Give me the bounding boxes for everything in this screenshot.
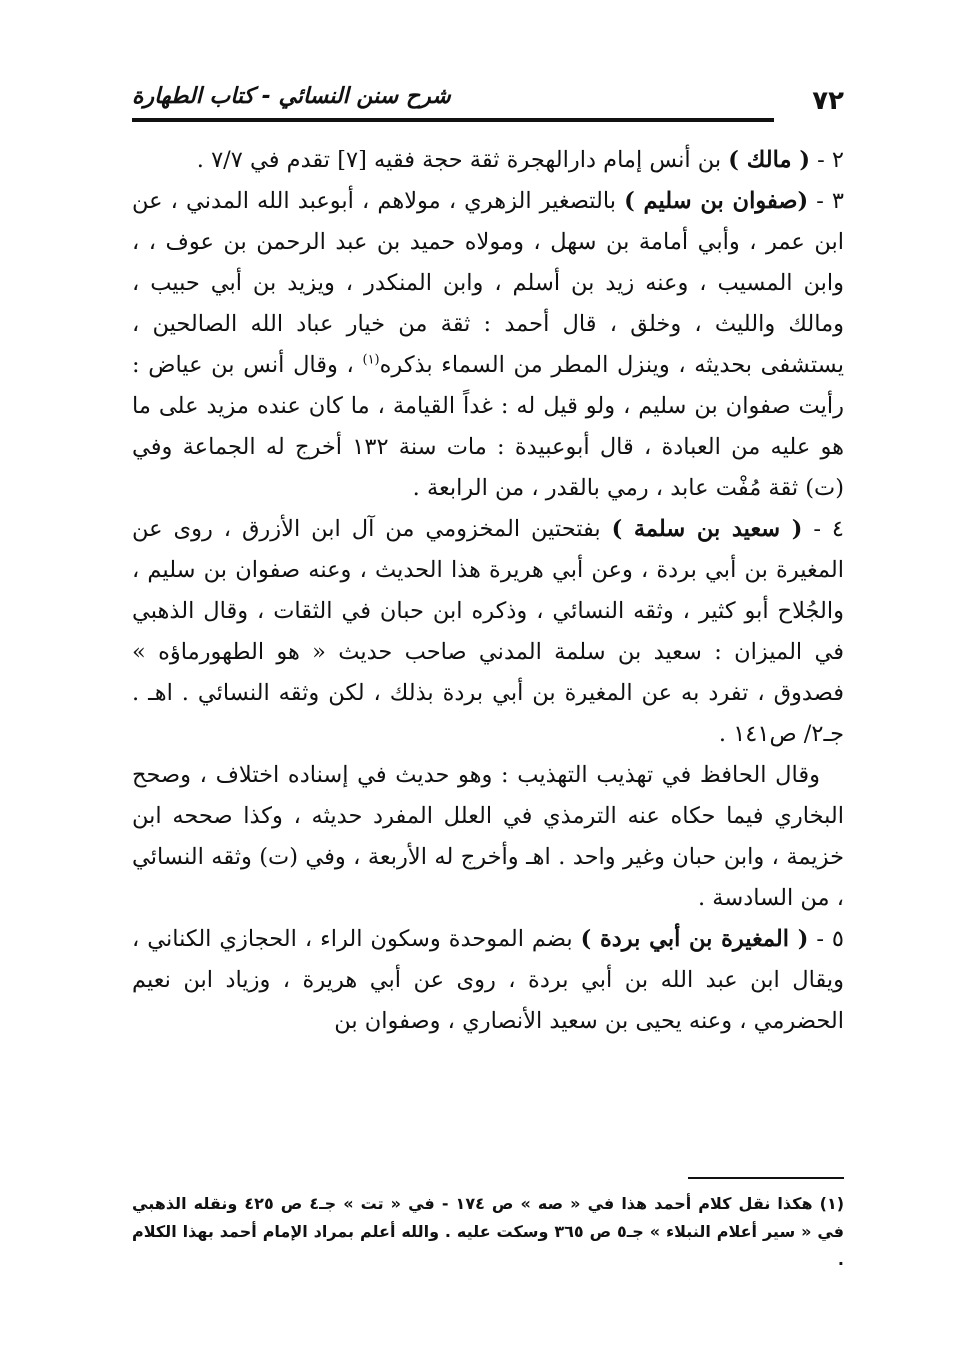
entry-malik bbox=[132, 140, 844, 181]
entry-number: ٢ - bbox=[809, 147, 844, 173]
footnotes bbox=[132, 1190, 844, 1274]
entry-mughira bbox=[132, 919, 844, 1042]
entry-number: ٣ - bbox=[808, 188, 844, 214]
entry-hafiz-note bbox=[132, 755, 844, 919]
narrator-name: ( مالك ) bbox=[728, 147, 810, 173]
page-number: ٧٢ bbox=[812, 86, 844, 116]
entry-number: ٥ - bbox=[808, 926, 844, 952]
entry-safwan bbox=[132, 181, 844, 509]
footnote-marker: (١) bbox=[362, 352, 380, 368]
entry-said bbox=[132, 509, 844, 755]
narrator-name: ( المغيرة بن أبي بردة ) bbox=[580, 926, 809, 952]
footnote: (١) هكذا نقل كلام أحمد هذا في « صه » ص ١٧٤ - في « تت » جـ٤ ص ٤٢٥ ونقله الذهبي في « سير أعلام النبلاء » جـ٥ ص ٣٦٥ وسكت عليه . والله أعلم بمراد الإمام أحمد بهذا الكلام . bbox=[132, 1194, 845, 1269]
main-text bbox=[132, 140, 844, 1042]
entry-text: وقال الحافظ في تهذيب التهذيب : وهو حديث في إسناده اختلاف ، وصحح البخاري فيما حكاه عنه الترمذي في العلل المفرد حديثه ، وكذا صححه ابن خزيمة ، وابن حبان وغير واحد . اهـ وأخرج له الأربعة ، وفي (ت) وثقه النسائي ، من السادسة . bbox=[132, 762, 844, 911]
header-rule bbox=[132, 118, 774, 122]
narrator-name: ( سعيد بن سلمة ) bbox=[611, 516, 803, 542]
entry-text: بن أنس إمام دارالهجرة ثقة حجة فقيه [٧] تقدم في ٧/٧ . bbox=[196, 147, 729, 173]
entry-number: ٤ - bbox=[802, 516, 844, 542]
entry-text: بالتصغير الزهري ، مولاهم ، أبوعبد الله المدني ، عن ابن عمر ، وأبي أمامة بن سهل ، ومولاه حميد بن عبد الرحمن بن عوف ، ، وابن المسيب ، وعنه زيد بن أسلم ، وابن المنكدر ، ويزيد بن أبي حبيب ، ومالك والليث ، وخلق ، قال أحمد : ثقة من خيار عباد الله الصالحين ، يستشفى بحديثه ، وينزل المطر من السماء بذكره bbox=[132, 188, 844, 378]
entry-text: بفتحتين المخزومي من آل ابن الأزرق ، روى عن المغيرة بن أبي بردة ، وعن أبي هريرة هذا الحديث ، وعنه صفوان بن سليم ، والجُلاح أبو كثير ، وثقه النسائي ، وذكره ابن حبان في الثقات ، وقال الذهبي في الميزان : سعيد بن سلمة المدني صاحب حديث « هو الطهورماؤه » فصدوق ، تفرد به عن المغيرة بن أبي بردة بذلك ، لكن وثقه النسائي . اهـ . جـ٢/ ص١٤١ . bbox=[132, 516, 844, 747]
entry-text: بضم الموحدة وسكون الراء ، الحجازي الكناني ، ويقال ابن عبد الله بن أبي بردة ، روى عن أبي هريرة ، وزياد ابن نعيم الحضرمي ، وعنه يحيى بن سعيد الأنصاري ، وصفوان بن bbox=[132, 926, 844, 1034]
running-title: شرح سنن النسائي - كتاب الطهارة bbox=[132, 84, 451, 109]
page-header bbox=[132, 78, 844, 124]
footnote-rule bbox=[688, 1177, 844, 1179]
narrator-name: (صفوان بن سليم ) bbox=[624, 188, 809, 214]
entry-text-continued: ، وقال أنس بن عياض : رأيت صفوان بن سليم ، ولو قيل له : غداً القيامة ، ما كان عنده مزيد على ما هو عليه من العبادة ، قال أبوعبيدة : مات سنة ١٣٢ أخرج له الجماعة وفي (ت) ثقة مُفْت عابد ، رمي بالقدر ، من الرابعة . bbox=[132, 352, 844, 501]
